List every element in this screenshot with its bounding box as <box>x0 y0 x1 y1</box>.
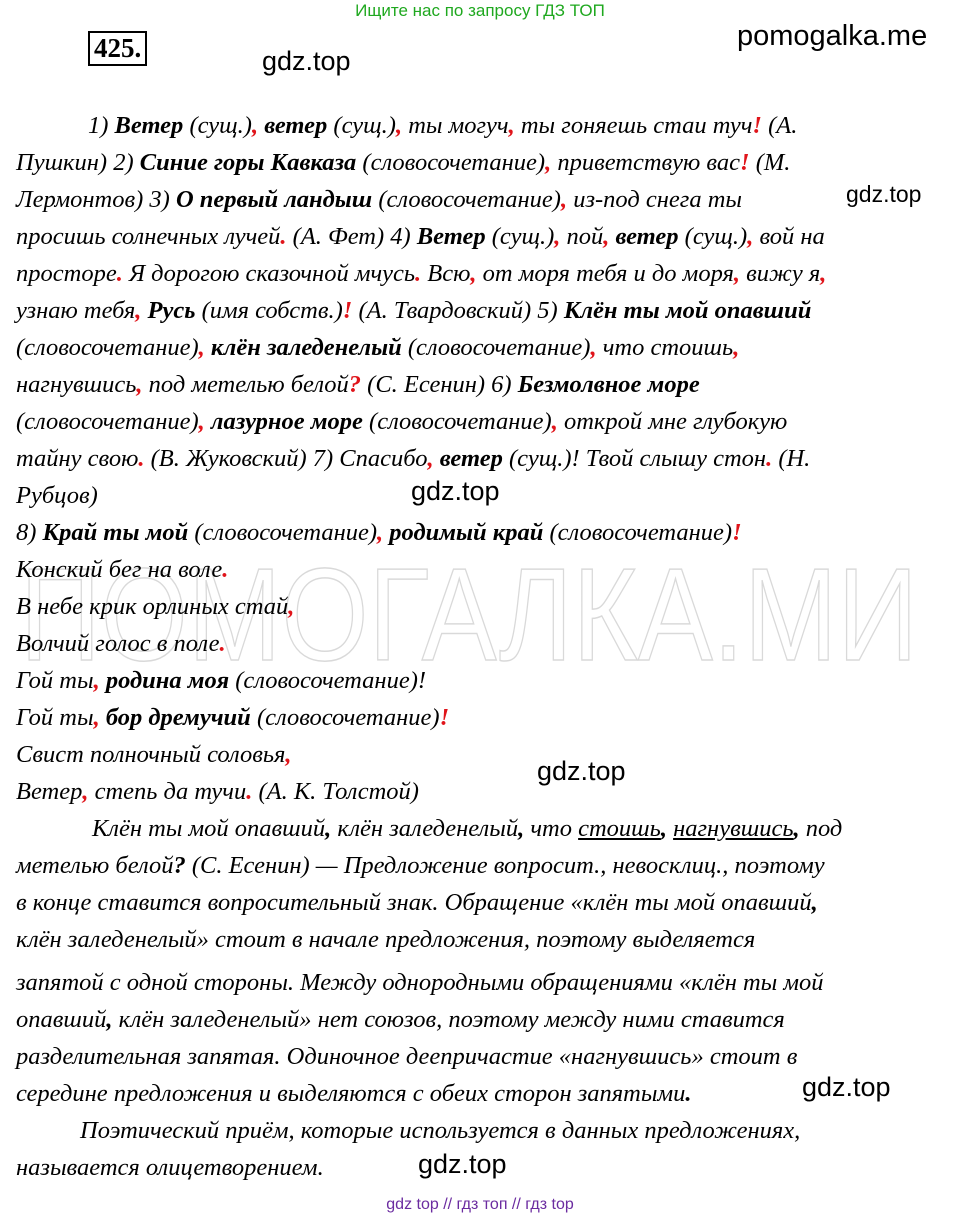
text-line: запятой с одной стороны. Между однородными обращениями «клён ты мой <box>16 969 824 996</box>
text-line: Гой ты, бор дремучий (словосочетание)! <box>16 704 450 731</box>
text-line: Клён ты мой опавший, клён заледенелый, что стоишь, нагнувшись, под <box>92 815 843 842</box>
text-line: Гой ты, родина моя (словосочетание)! <box>16 667 427 694</box>
text-line: Ветер, степь да тучи. (А. К. Толстой) <box>16 778 419 805</box>
exercise-number: 425. <box>88 31 147 66</box>
watermark-gdz: gdz.top <box>802 1072 891 1102</box>
text-line: Пушкин) 2) Синие горы Кавказа (словосочетание), приветствую вас! (М. <box>16 149 791 176</box>
brand-logo-text: pomogalka.me <box>737 20 928 52</box>
text-line: Лермонтов) 3) О первый ландыш (словосочетание), из-под снега ты <box>16 186 743 213</box>
text-line: В небе крик орлиных стай, <box>16 593 295 620</box>
text-line: 8) Край ты мой (словосочетание), родимый край (словосочетание)! <box>16 519 742 546</box>
big-watermark-text: ПОМОГАЛКА.МИ <box>20 556 918 676</box>
watermark-gdz: gdz.top <box>262 46 351 76</box>
text-line: просишь солнечных лучей. (А. Фет) 4) Ветер (сущ.), пой, ветер (сущ.), вой на <box>16 223 825 250</box>
watermark-gdz: gdz.top <box>418 1149 507 1179</box>
text-line: называется олицетворением. <box>16 1154 324 1181</box>
text-line: тайну свою. (В. Жуковский) 7) Спасибо, ветер (сущ.)! Твой слышу стон. (Н. <box>16 445 811 472</box>
footer-links[interactable]: gdz top // гдз топ // гдз top <box>386 1196 574 1213</box>
top-search-link[interactable]: Ищите нас по запросу ГДЗ ТОП <box>355 1 605 20</box>
watermark-gdz: gdz.top <box>537 756 626 786</box>
text-line: опавший, клён заледенелый» нет союзов, поэтому между ними ставится <box>16 1006 785 1033</box>
text-line: клён заледенелый» стоит в начале предложения, поэтому выделяется <box>16 926 756 953</box>
text-line: середине предложения и выделяются с обеих сторон запятыми. <box>16 1080 692 1107</box>
text-line: Волчий голос в поле. <box>16 630 226 657</box>
text-line: 1) Ветер (сущ.), ветер (сущ.), ты могуч, ты гоняешь стаи туч! (А. <box>88 112 798 139</box>
text-line: метелью белой? (С. Есенин) — Предложение вопросит., невосклиц., поэтому <box>16 852 825 879</box>
text-line: Конский бег на воле. <box>16 556 229 583</box>
text-line: Свист полночный соловья, <box>16 741 292 768</box>
text-line: Поэтический приём, которые используется в данных предложениях, <box>80 1117 801 1144</box>
text-line: (словосочетание), клён заледенелый (словосочетание), что стоишь, <box>16 334 740 361</box>
text-line: нагнувшись, под метелью белой? (С. Есенин) 6) Безмолвное море <box>16 371 700 398</box>
text-line: (словосочетание), лазурное море (словосочетание), открой мне глубокую <box>16 408 788 435</box>
text-line: в конце ставится вопросительный знак. Обращение «клён ты мой опавший, <box>16 889 818 916</box>
text-line: разделительная запятая. Одиночное деепричастие «нагнувшись» стоит в <box>16 1043 798 1070</box>
watermark-gdz: gdz.top <box>846 181 922 207</box>
text-line: Рубцов) <box>16 482 98 509</box>
text-line: просторе. Я дорогою сказочной мчусь. Всю, от моря тебя и до моря, вижу я, <box>16 260 827 287</box>
watermark-gdz: gdz.top <box>411 476 500 506</box>
text-line: узнаю тебя, Русь (имя собств.)! (А. Твардовский) 5) Клён ты мой опавший <box>16 297 812 324</box>
